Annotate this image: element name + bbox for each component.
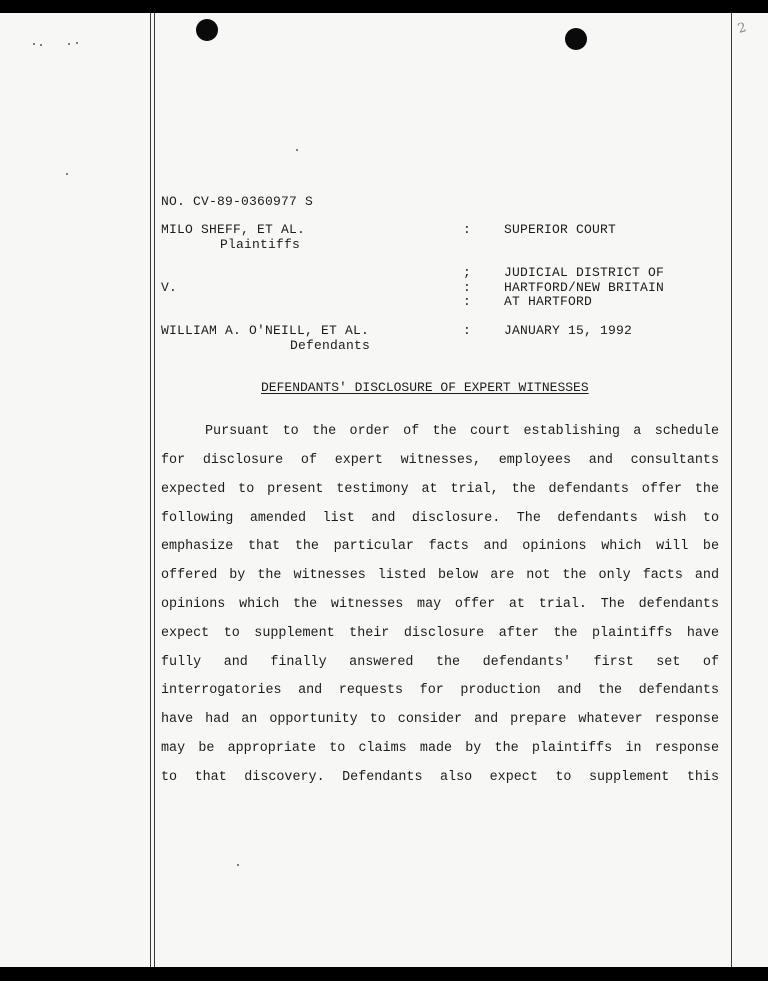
caption-separator: ; — [463, 265, 472, 280]
body-line: offered by the witnesses listed below are not the only facts and — [161, 568, 719, 583]
versus: V. — [161, 280, 178, 295]
document-title: DEFENDANTS' DISCLOSURE OF EXPERT WITNESSES — [261, 380, 589, 395]
body-line: opinions which the witnesses may offer at trial. The defendants — [161, 597, 719, 612]
district-line-3: AT HARTFORD — [504, 294, 593, 309]
district-line-2: HARTFORD/NEW BRITAIN — [504, 280, 665, 295]
defendant-name: WILLIAM A. O'NEILL, ET AL. — [161, 323, 370, 338]
caption-separator: : — [463, 294, 472, 309]
punch-hole-left — [196, 19, 218, 41]
body-line: Pursuant to the order of the court establishing a schedule — [205, 424, 719, 439]
caption-separator: : — [463, 323, 472, 338]
scan-speck — [68, 43, 70, 45]
left-margin-rule-outer — [150, 13, 151, 967]
body-line: emphasize that the particular facts and opinions which will be — [161, 539, 719, 554]
document-page — [0, 13, 768, 967]
plaintiff-role: Plaintiffs — [220, 237, 301, 252]
plaintiff-name: MILO SHEFF, ET AL. — [161, 222, 306, 237]
district-line-1: JUDICIAL DISTRICT OF — [504, 265, 665, 280]
scan-speck — [76, 42, 78, 44]
caption-separator: : — [463, 222, 472, 237]
body-line: may be appropriate to claims made by the plaintiffs in response — [161, 741, 719, 756]
filing-date: JANUARY 15, 1992 — [504, 323, 633, 338]
court-name: SUPERIOR COURT — [504, 222, 617, 237]
defendant-role: Defendants — [290, 338, 371, 353]
body-line: interrogatories and requests for production and the defendants — [161, 683, 719, 698]
body-line: expected to present testimony at trial, the defendants offer the — [161, 482, 719, 497]
body-line: have had an opportunity to consider and prepare whatever response — [161, 712, 719, 727]
scan-speck — [237, 864, 239, 866]
scan-speck — [66, 173, 68, 175]
scan-speck — [33, 43, 35, 45]
right-margin-rule — [731, 13, 732, 967]
body-line: following amended list and disclosure. The defendants wish to — [161, 511, 719, 526]
body-line: fully and finally answered the defendants' first set of — [161, 655, 719, 670]
punch-hole-right — [565, 28, 587, 50]
body-line: expect to supplement their disclosure after the plaintiffs have — [161, 626, 719, 641]
case-number: NO. CV-89-0360977 S — [161, 194, 314, 209]
body-line: for disclosure of expert witnesses, employees and consultants — [161, 453, 719, 468]
scan-speck — [296, 149, 298, 151]
scan-speck — [40, 44, 42, 46]
left-margin-rule-inner — [154, 13, 155, 967]
caption-separator: : — [463, 280, 472, 295]
body-line: to that discovery. Defendants also expect to supplement this — [161, 770, 719, 785]
handwritten-page-number: 2 — [736, 20, 749, 37]
